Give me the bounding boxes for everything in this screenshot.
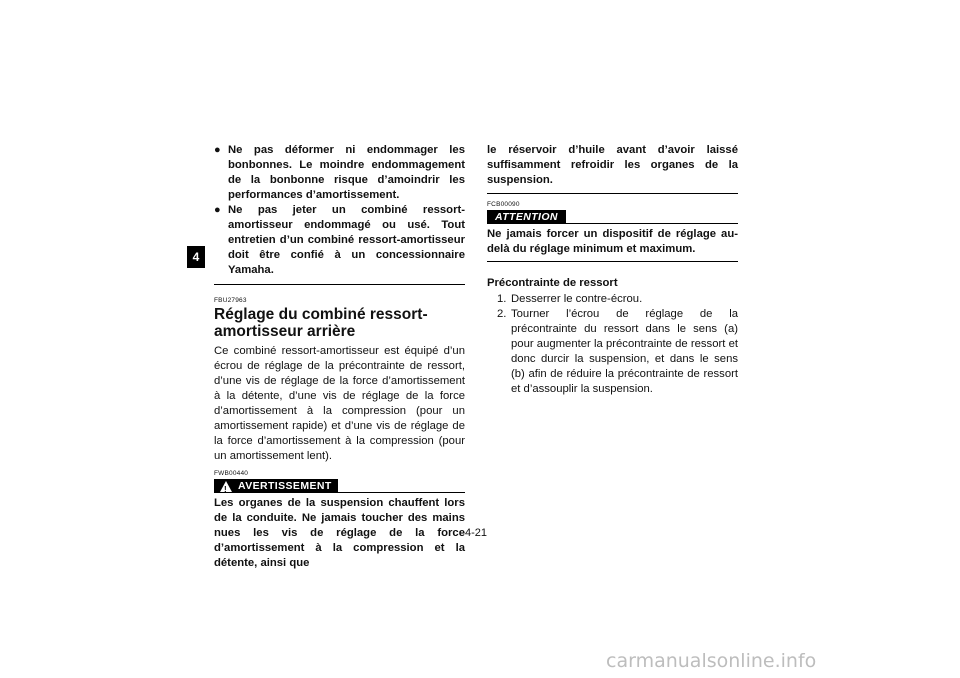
bullet-text: Ne pas déformer ni endommager les bonbonnes. Le moindre endommagement de la bonbonne risque d’amoindrir les performances d’amortissement.	[228, 144, 465, 201]
left-column	[214, 143, 465, 571]
bullet-icon: ●	[214, 144, 221, 156]
body-paragraph: Ce combiné ressort-amortisseur est équipé d’un écrou de réglage de la précontrainte de ressort, d’une vis de réglage de la force d’amortissement à la détente, d’une vis de réglage de la force d’amortissement à la compression (pour un amortissement rapide) et d’une vis de réglage de la force d’amortissement à la compression (pour un amortissement lent).	[214, 345, 465, 462]
subheading: Précontrainte de ressort	[487, 277, 618, 289]
warning-code: FWB00440	[214, 470, 249, 477]
caution-label: ATTENTION	[487, 210, 566, 224]
caution-text: Ne jamais forcer un dispositif de réglage au-delà du réglage minimum et maximum.	[487, 228, 738, 255]
section-code: FBU27963	[214, 297, 247, 304]
section-heading: Réglage du combiné ressort-amortisseur arrière	[214, 306, 428, 340]
list-item	[487, 292, 738, 307]
page-number: 4-21	[465, 527, 488, 539]
warning-icon: !	[220, 481, 232, 492]
divider	[487, 193, 738, 194]
divider	[566, 223, 738, 224]
caution-code: FCB00090	[487, 201, 520, 208]
bullet-item	[214, 143, 465, 203]
warning-label: AVERTISSEMENT	[238, 479, 332, 492]
bullet-text: Ne pas jeter un combiné ressort-amortisseur endommagé ou usé. Tout entretien d’un combiné ressort-amortisseur doit être confié à un concessionnaire Yamaha.	[228, 204, 465, 276]
warning-banner	[214, 479, 465, 493]
divider	[214, 284, 465, 285]
step-number: 2.	[497, 308, 507, 320]
right-column	[487, 143, 738, 397]
step-text: Tourner l’écrou de réglage de la précontrainte du ressort dans le sens (a) pour augmenter la précontrainte de ressort et donc durcir la suspension, et dans le sens (b) afin de réduire la précontrainte de ressort et d’assouplir la suspension.	[511, 308, 738, 395]
steps-list	[487, 292, 738, 397]
bullet-icon: ●	[214, 204, 221, 216]
step-number: 1.	[497, 293, 507, 305]
list-item	[487, 307, 738, 397]
divider	[487, 261, 738, 262]
caution-banner	[487, 210, 738, 224]
watermark: carmanualsonline.info	[606, 650, 817, 672]
warning-text-continued: le réservoir d’huile avant d’avoir laissé suffisamment refroidir les organes de la suspension.	[487, 144, 738, 186]
divider	[338, 492, 465, 493]
step-text: Desserrer le contre-écrou.	[511, 293, 643, 305]
bullet-item	[214, 203, 465, 278]
warning-text: Les organes de la suspension chauffent lors de la conduite. Ne jamais toucher des mains nues les vis de réglage de la force d’amortissement à la compression et la détente, ainsi que	[214, 497, 465, 569]
chapter-tab: 4	[187, 246, 205, 268]
